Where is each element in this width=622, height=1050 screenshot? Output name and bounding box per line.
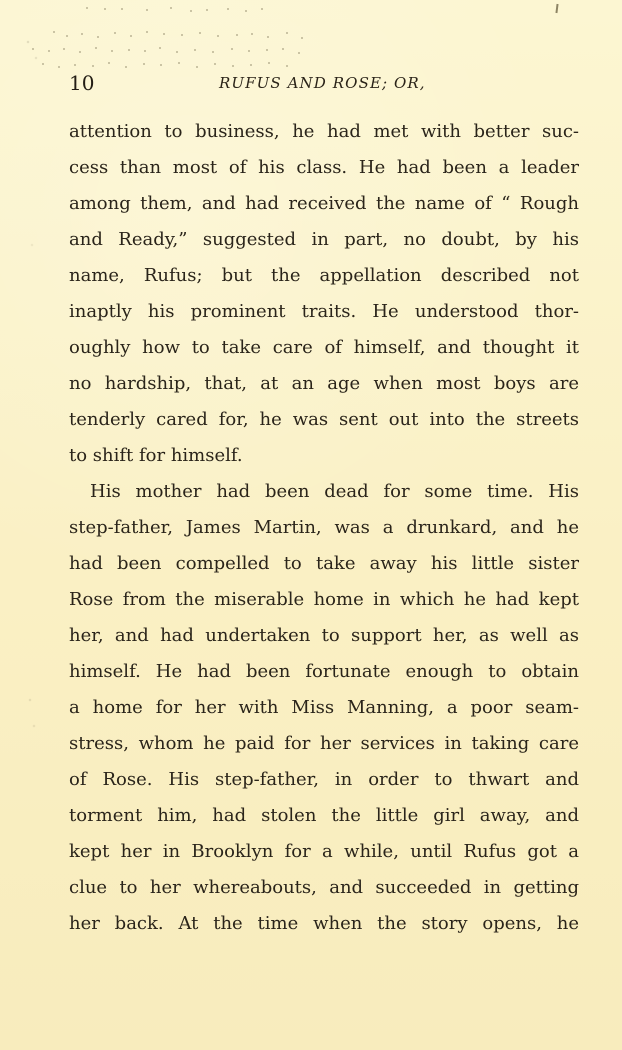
text-line: a home for her with Miss Manning, a poor seam- <box>69 697 579 718</box>
text-line: inaptly his prominent traits. He understood thor- <box>69 301 579 322</box>
text-line: cess than most of his class. He had been a leader <box>69 157 579 178</box>
text-line: stress, whom he paid for her services in taking care <box>69 733 579 754</box>
text-line: and Ready,” suggested in part, no doubt, by his <box>69 229 579 250</box>
running-head: RUFUS AND ROSE; OR, <box>219 74 426 92</box>
text-line: himself. He had been fortunate enough to obtain <box>69 661 579 682</box>
margin-spots <box>18 0 68 1050</box>
page-number: 10 <box>69 71 95 95</box>
text-line: no hardship, that, at an age when most boys are <box>69 373 579 394</box>
text-line: her back. At the time when the story opens, he <box>69 913 579 934</box>
text-line: to shift for himself. <box>69 445 243 466</box>
text-line: among them, and had received the name of “ Rough <box>69 193 579 214</box>
text-line: of Rose. His step-father, in order to thwart and <box>69 769 579 790</box>
body-text <box>69 118 579 946</box>
text-line: her, and had undertaken to support her, as well as <box>69 625 579 646</box>
text-line: Rose from the miserable home in which he had kept <box>69 589 579 610</box>
text-line: clue to her whereabouts, and succeeded in getting <box>69 877 579 898</box>
text-line: His mother had been dead for some time. His <box>90 481 579 502</box>
text-line: attention to business, he had met with better suc- <box>69 121 579 142</box>
show-through-text <box>0 0 622 78</box>
text-line: name, Rufus; but the appellation described not <box>69 265 579 286</box>
text-line: had been compelled to take away his little sister <box>69 553 579 574</box>
text-line: tenderly cared for, he was sent out into the streets <box>69 409 579 430</box>
text-line: oughly how to take care of himself, and thought it <box>69 337 579 358</box>
text-line: step-father, James Martin, was a drunkard, and he <box>69 517 579 538</box>
page-header <box>69 71 579 95</box>
text-line: torment him, had stolen the little girl away, and <box>69 805 579 826</box>
page-edge-mark <box>555 4 558 13</box>
text-line: kept her in Brooklyn for a while, until Rufus got a <box>69 841 579 862</box>
